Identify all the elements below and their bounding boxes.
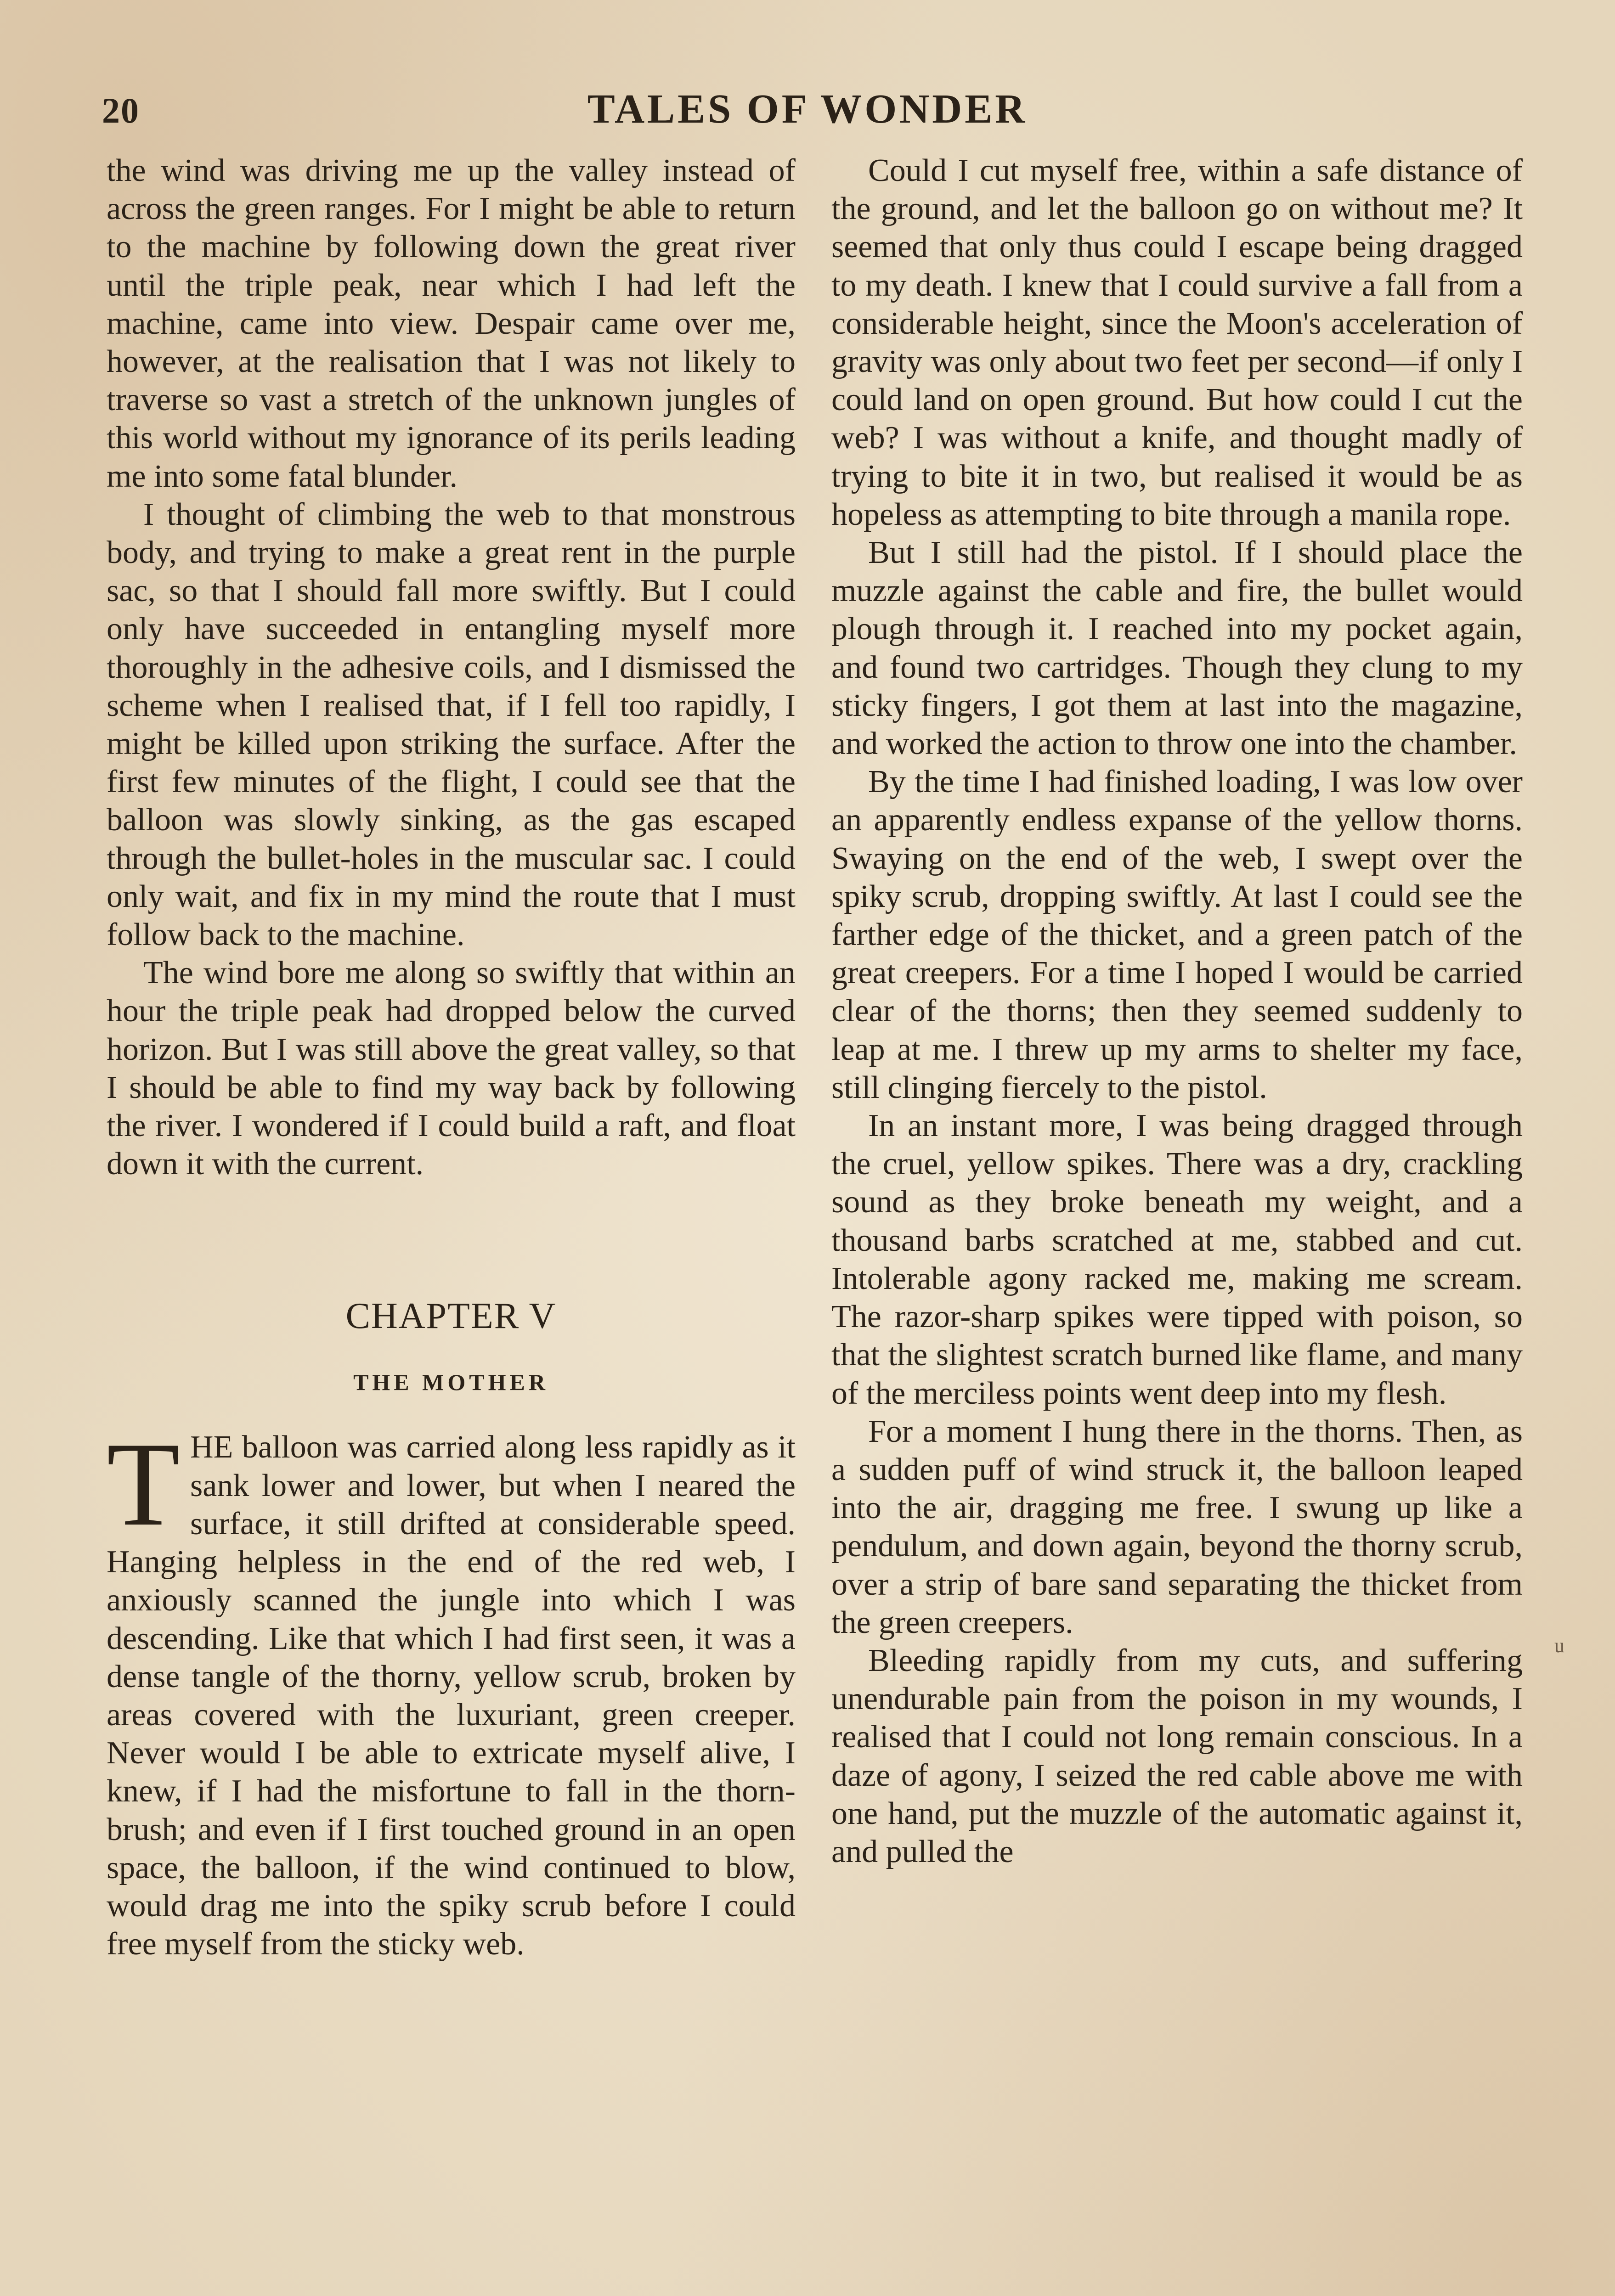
paragraph: The wind bore me along so swiftly that within an hour the triple peak had dropped below the curved horizon. But I was still above the great valley, so that I should be able to find my way back by following the river. I wondered if I could build a raft, and float down it with the current. xyxy=(107,955,796,1182)
paragraph: I thought of climbing the web to that monstrous body, and trying to make a great rent in the purple sac, so that I should fall more swiftly. But I could only have succeeded in entangling myself more thoroughly in the adhesive coils, and I dismissed the scheme when I realised that, if I fell too rapidly, I might be killed upon striking the surface. After the first few minutes of the flight, I could see that the balloon was slowly sinking, as the gas escaped through the bullet-holes in the muscular sac. I could only wait, and fix in my mind the route that I must follow back to the machine. xyxy=(107,496,796,953)
paragraph: For a moment I hung there in the thorns. Then, as a sudden puff of wind struck it, the balloon leaped into the air, dragging me free. I swung up like a pendulum, and down again, beyond the thorny scrub, over a strip of bare sand separating the thicket from the green creepers. xyxy=(831,1413,1523,1640)
chapter-opening-paragraph xyxy=(107,1418,796,1963)
right-column xyxy=(831,152,1523,1871)
chapter-opening-text: HE balloon was carried along less rapidly as it sank lower and lower, but when I neared the surface, it still drifted at considerable speed. Hanging helpless in the end of the red web, I anxiously scanned the jungle into which I was descending. Like that which I had first seen, it was a dense tangle of the thorny, yellow scrub, broken by areas covered with the luxuriant, green creeper. Never would I be able to extricate myself alive, I knew, if I had the misfortune to fall in the thorn-brush; and even if I first touched ground in an open space, the balloon, if the wind continued to blow, would drag me into the spiky scrub before I could free myself from the sticky web. xyxy=(107,1429,796,1962)
chapter-title: CHAPTER V xyxy=(345,1296,557,1337)
paragraph: By the time I had finished loading, I was low over an apparently endless expanse of the yellow thorns. Swaying on the end of the web, I swept over the spiky scrub, dropping swiftly. At last I could see the farther edge of the thicket, and a green patch of the great creepers. For a time I hoped I would be carried clear of the thorns; then they seemed suddenly to leap at me. I threw up my arms to shelter my face, still clinging fiercely to the pistol. xyxy=(831,764,1523,1105)
paragraph: Could I cut myself free, within a safe distance of the ground, and let the balloon go on without me? It seemed that only thus could I escape being dragged to my death. I knew that I could survive a fall from a considerable height, since the Moon's acceleration of gravity was only about two feet per second—if only I could land on open ground. But how could I cut the web? I was without a knife, and thought madly of trying to bite it in two, but realised it would be as hopeless as attempting to bite through a manila rope. xyxy=(831,153,1523,532)
running-head: TALES OF WONDER xyxy=(587,86,1028,132)
paragraph: Bleeding rapidly from my cuts, and suffering unendurable pain from the poison in my wounds, I realised that I could not long remain conscious. In a daze of agony, I seized the red cable above me with one hand, put the muzzle of the automatic against it, and pulled the xyxy=(831,1643,1523,1869)
chapter-subtitle: THE MOTHER xyxy=(353,1369,549,1396)
left-column xyxy=(107,152,796,1963)
paragraph: In an instant more, I was being dragged through the cruel, yellow spikes. There was a dry, crackling sound as they broke beneath my weight, and a thousand barbs scratched at me, stabbed and cut. Intolerable agony racked me, making me scream. The razor-sharp spikes were tipped with poison, so that the slightest scratch burned like flame, and many of the merciless points went deep into my flesh. xyxy=(831,1108,1523,1411)
margin-mark: u xyxy=(1554,1634,1564,1657)
paragraph: the wind was driving me up the valley instead of across the green ranges. For I might be able to return to the machine by following down the great river until the triple peak, near which I had left the machine, came into view. Despair came over me, however, at the realisation that I was not likely to traverse so vast a stretch of the unknown jungles of this world without my ignorance of its perils leading me into some fatal blunder. xyxy=(107,153,796,494)
page-number: 20 xyxy=(102,90,140,130)
paragraph: But I still had the pistol. If I should place the muzzle against the cable and fire, the bullet would plough through it. I reached into my pocket again, and found two cartridges. Though they clung to my sticky fingers, I got them at last into the magazine, and worked the action to throw one into the chamber. xyxy=(831,535,1523,762)
drop-cap: T xyxy=(107,1418,181,1551)
